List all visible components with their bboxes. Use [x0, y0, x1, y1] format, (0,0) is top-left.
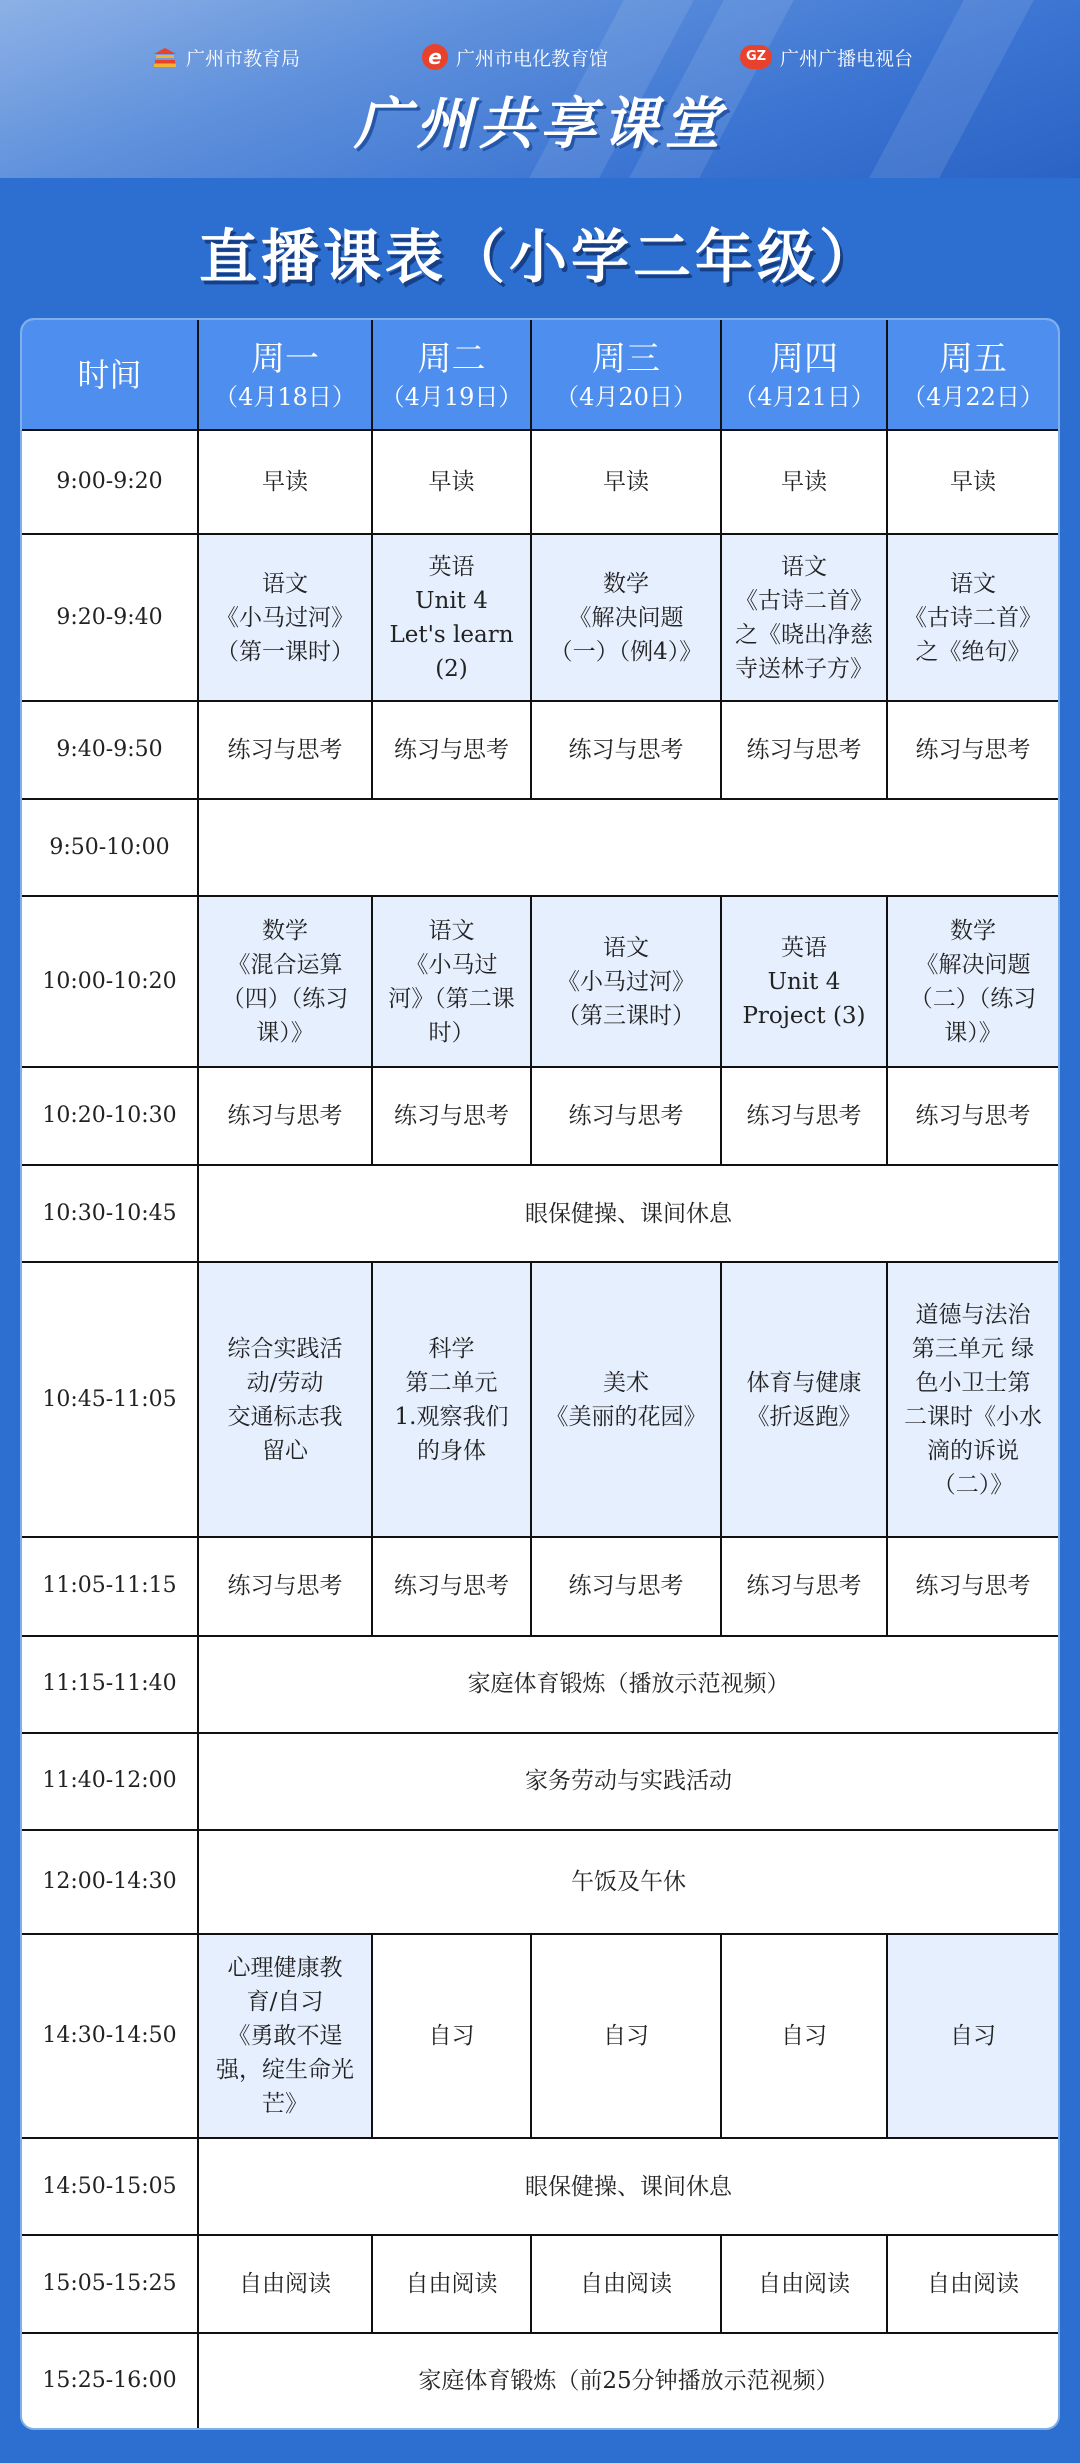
lesson-cell — [721, 1067, 887, 1165]
lesson-line: 练习与思考 — [746, 1103, 862, 1130]
time-slot: 15:25-16:00 — [22, 2333, 198, 2428]
lesson-line: 《小马过 — [405, 951, 498, 978]
lesson-line: 自由阅读 — [927, 2270, 1019, 2297]
schedule-row — [22, 1830, 1058, 1934]
lesson-line: 练习与思考 — [915, 1573, 1031, 1600]
schedule-row — [22, 701, 1058, 799]
lesson-line: 练习与思考 — [746, 736, 862, 763]
lesson-line: 时） — [428, 1019, 475, 1046]
logo-gz-tv — [740, 40, 913, 74]
lesson-line: 二课时《小水 — [904, 1403, 1042, 1430]
schedule-row — [22, 2138, 1058, 2235]
lesson-line: 之《晓出净慈 — [735, 621, 873, 648]
time-slot: 10:20-10:30 — [22, 1067, 198, 1165]
lesson-line: 动/劳动 — [246, 1369, 324, 1396]
lesson-cell — [721, 1934, 887, 2138]
lesson-line: 数学 — [603, 570, 649, 597]
lesson-line: 寺送林子方》 — [735, 655, 873, 682]
day-header — [372, 320, 531, 430]
lesson-cell — [887, 896, 1058, 1067]
lesson-cell — [721, 1262, 887, 1537]
lesson-cell — [887, 430, 1058, 534]
lesson-cell — [721, 430, 887, 534]
lesson-cell — [887, 1537, 1058, 1635]
lesson-cell — [372, 1067, 531, 1165]
day-date: （4月21日） — [733, 382, 875, 411]
lesson-line: 早读 — [428, 469, 475, 496]
lesson-line: 第二单元 — [405, 1369, 498, 1396]
lesson-line: 自习 — [603, 2023, 649, 2050]
merged-activity-cell — [198, 799, 1058, 896]
lesson-line: Unit 4 — [767, 968, 841, 995]
lesson-line: 芒》 — [262, 2091, 308, 2118]
lesson-line: 练习与思考 — [394, 736, 509, 763]
time-slot: 10:45-11:05 — [22, 1262, 198, 1537]
page-title: 直播课表（小学二年级） — [198, 223, 881, 291]
time-slot: 9:40-9:50 — [22, 701, 198, 799]
time-slot: 9:00-9:20 — [22, 430, 198, 534]
gz-tv-logo-icon: GZ — [740, 45, 772, 69]
lesson-line: 练习与思考 — [746, 1573, 862, 1600]
day-date: （4月18日） — [214, 382, 356, 411]
lesson-cell — [887, 2235, 1058, 2332]
day-name: 周二 — [417, 338, 486, 379]
lesson-cell — [721, 2235, 887, 2332]
schedule-row — [22, 1537, 1058, 1635]
logo-label: 广州市教育局 — [186, 47, 301, 70]
lesson-cell — [721, 1537, 887, 1635]
schedule-body — [22, 430, 1058, 2428]
lesson-cell — [372, 1934, 531, 2138]
time-slot: 14:50-15:05 — [22, 2138, 198, 2235]
lesson-line: 早读 — [603, 469, 649, 496]
lesson-line: 交通标志我 — [227, 1403, 343, 1430]
lesson-line: 练习与思考 — [568, 1573, 684, 1600]
day-name: 周一 — [251, 338, 319, 379]
lesson-line: 早读 — [950, 469, 996, 496]
lesson-line: 育/自习 — [246, 1989, 324, 2016]
day-name: 周三 — [592, 338, 660, 379]
lesson-line: 自习 — [428, 2023, 475, 2050]
lesson-line: 《混合运算 — [227, 951, 343, 978]
lesson-cell — [372, 896, 531, 1067]
lesson-line: 课）》 — [944, 1019, 1002, 1046]
lesson-line: （第一课时） — [216, 638, 354, 665]
lesson-line: 数学 — [950, 917, 996, 944]
lesson-line: 《美丽的花园》 — [545, 1403, 707, 1430]
time-slot: 9:20-9:40 — [22, 534, 198, 701]
lesson-cell — [887, 701, 1058, 799]
lesson-cell — [531, 701, 721, 799]
time-slot: 11:15-11:40 — [22, 1636, 198, 1733]
lesson-line: 《小马过河》 — [557, 968, 695, 995]
merged-activity-cell: 家庭体育锻炼（播放示范视频） — [198, 1636, 1058, 1733]
education-bureau-emblem-icon — [152, 46, 178, 68]
time-slot: 10:00-10:20 — [22, 896, 198, 1067]
lesson-cell — [531, 2235, 721, 2332]
lesson-cell — [372, 1537, 531, 1635]
lesson-cell — [198, 1262, 372, 1537]
day-date: （4月22日） — [902, 382, 1044, 411]
lesson-line: 《折返跑》 — [746, 1403, 862, 1430]
lesson-cell — [721, 534, 887, 701]
schedule-table — [22, 320, 1058, 2428]
lesson-line: 美术 — [603, 1369, 649, 1396]
lesson-cell — [887, 1934, 1058, 2138]
schedule-row — [22, 1165, 1058, 1262]
lesson-line: 综合实践活 — [227, 1335, 343, 1362]
day-name: 周五 — [939, 338, 1007, 379]
e-logo-icon: e — [422, 44, 448, 70]
lesson-line: 练习与思考 — [227, 1103, 343, 1130]
schedule-board — [20, 318, 1060, 2430]
lesson-line: 自由阅读 — [239, 2270, 331, 2297]
day-header — [198, 320, 372, 430]
merged-activity-cell: 眼保健操、课间休息 — [198, 2138, 1058, 2235]
lesson-cell — [721, 896, 887, 1067]
lesson-cell — [531, 430, 721, 534]
lesson-line: 河》（第二课 — [388, 985, 515, 1012]
header-banner — [0, 0, 1080, 178]
lesson-line: 课）》 — [256, 1019, 314, 1046]
merged-activity-cell: 午饭及午休 — [198, 1830, 1058, 1934]
day-name: 周四 — [770, 338, 838, 379]
partner-logos — [0, 40, 1080, 74]
lesson-line: （二）（练习 — [909, 985, 1037, 1012]
day-header — [721, 320, 887, 430]
logo-education-bureau — [152, 40, 300, 74]
schedule-row — [22, 1067, 1058, 1165]
time-header: 时间 — [22, 320, 198, 430]
lesson-line: 英语 — [781, 934, 827, 961]
lesson-line: 英语 — [428, 553, 475, 580]
day-header — [887, 320, 1058, 430]
lesson-cell — [198, 1934, 372, 2138]
time-slot: 15:05-15:25 — [22, 2235, 198, 2332]
lesson-line: 滴的诉说 — [927, 1437, 1019, 1464]
lesson-line: Unit 4 — [415, 587, 488, 614]
merged-activity-cell: 眼保健操、课间休息 — [198, 1165, 1058, 1262]
lesson-line: 自习 — [950, 2023, 996, 2050]
time-slot: 10:30-10:45 — [22, 1165, 198, 1262]
lesson-line: 《勇敢不逞 — [227, 2023, 343, 2050]
lesson-line: 自由阅读 — [580, 2270, 672, 2297]
lesson-cell — [198, 701, 372, 799]
lesson-line: （一）（例4）》 — [549, 638, 703, 665]
schedule-row — [22, 430, 1058, 534]
lesson-cell — [198, 534, 372, 701]
lesson-line: 自由阅读 — [405, 2270, 498, 2297]
lesson-line: 练习与思考 — [227, 1573, 343, 1600]
lesson-cell — [198, 896, 372, 1067]
lesson-line: 的身体 — [417, 1437, 486, 1464]
lesson-cell — [372, 1262, 531, 1537]
banner-title: 广州共享课堂 — [354, 92, 726, 157]
day-date: （4月19日） — [380, 382, 523, 411]
time-slot: 11:40-12:00 — [22, 1733, 198, 1830]
lesson-cell — [372, 701, 531, 799]
lesson-cell — [198, 430, 372, 534]
lesson-line: 练习与思考 — [227, 736, 343, 763]
lesson-line: 《解决问题 — [915, 951, 1031, 978]
time-slot: 9:50-10:00 — [22, 799, 198, 896]
lesson-line: 自由阅读 — [758, 2270, 850, 2297]
lesson-line: 《古诗二首》 — [735, 587, 873, 614]
header-row — [22, 320, 1058, 430]
lesson-line: 练习与思考 — [394, 1573, 509, 1600]
lesson-line: 早读 — [262, 469, 308, 496]
logo-e-center — [422, 40, 608, 74]
lesson-line: 练习与思考 — [568, 1103, 684, 1130]
lesson-line: 色小卫士第 — [915, 1369, 1031, 1396]
lesson-line: 语文 — [950, 570, 996, 597]
lesson-line: 早读 — [781, 469, 827, 496]
lesson-cell — [887, 1262, 1058, 1537]
schedule-row — [22, 2333, 1058, 2428]
lesson-line: （第三课时） — [557, 1002, 695, 1029]
lesson-cell — [372, 534, 531, 701]
lesson-cell — [531, 1537, 721, 1635]
lesson-cell — [531, 1934, 721, 2138]
lesson-cell — [531, 896, 721, 1067]
lesson-cell — [372, 430, 531, 534]
lesson-line: （二）》 — [932, 1471, 1014, 1498]
lesson-line: 1.观察我们 — [394, 1403, 509, 1430]
lesson-line: 练习与思考 — [915, 736, 1031, 763]
lesson-line: 练习与思考 — [394, 1103, 509, 1130]
lesson-cell — [531, 534, 721, 701]
merged-activity-cell: 家务劳动与实践活动 — [198, 1733, 1058, 1830]
lesson-line: (2) — [435, 655, 468, 682]
lesson-line: 《解决问题 — [568, 604, 684, 631]
lesson-line: 强，绽生命光 — [216, 2057, 354, 2084]
lesson-line: 心理健康教 — [227, 1955, 343, 1982]
lesson-line: 自习 — [781, 2023, 827, 2050]
lesson-line: 练习与思考 — [568, 736, 684, 763]
lesson-cell — [887, 1067, 1058, 1165]
merged-activity-cell: 家庭体育锻炼（前25分钟播放示范视频） — [198, 2333, 1058, 2428]
schedule-row — [22, 1262, 1058, 1537]
time-slot: 11:05-11:15 — [22, 1537, 198, 1635]
lesson-cell — [721, 701, 887, 799]
lesson-line: （四）（练习 — [221, 985, 349, 1012]
lesson-line: 第三单元 绿 — [911, 1335, 1035, 1362]
lesson-line: 科学 — [428, 1335, 475, 1362]
lesson-cell — [531, 1262, 721, 1537]
lesson-line: 《小马过河》 — [216, 604, 354, 631]
schedule-row — [22, 1636, 1058, 1733]
lesson-line: 语文 — [603, 934, 649, 961]
logo-label: 广州市电化教育馆 — [456, 47, 609, 70]
lesson-cell — [198, 2235, 372, 2332]
schedule-row — [22, 2235, 1058, 2332]
lesson-line: 体育与健康 — [746, 1369, 862, 1396]
lesson-cell — [531, 1067, 721, 1165]
lesson-cell — [887, 534, 1058, 701]
day-date: （4月20日） — [555, 382, 697, 411]
lesson-line: Project (3) — [742, 1002, 866, 1029]
logo-label: 广州广播电视台 — [780, 47, 914, 70]
schedule-row — [22, 534, 1058, 701]
lesson-line: 之《绝句》 — [915, 638, 1031, 665]
lesson-line: 数学 — [262, 917, 308, 944]
lesson-cell — [198, 1067, 372, 1165]
time-slot: 12:00-14:30 — [22, 1830, 198, 1934]
lesson-line: 《古诗二首》 — [904, 604, 1042, 631]
lesson-line: 道德与法治 — [915, 1301, 1031, 1328]
schedule-row — [22, 1934, 1058, 2138]
schedule-row — [22, 896, 1058, 1067]
lesson-line: 语文 — [781, 553, 827, 580]
lesson-line: 语文 — [262, 570, 308, 597]
lesson-line: 语文 — [428, 917, 475, 944]
lesson-line: Let's learn — [389, 621, 514, 648]
schedule-row — [22, 799, 1058, 896]
day-header — [531, 320, 721, 430]
lesson-cell — [372, 2235, 531, 2332]
schedule-row — [22, 1733, 1058, 1830]
lesson-line: 留心 — [262, 1437, 308, 1464]
time-slot: 14:30-14:50 — [22, 1934, 198, 2138]
lesson-cell — [198, 1537, 372, 1635]
lesson-line: 练习与思考 — [915, 1103, 1031, 1130]
